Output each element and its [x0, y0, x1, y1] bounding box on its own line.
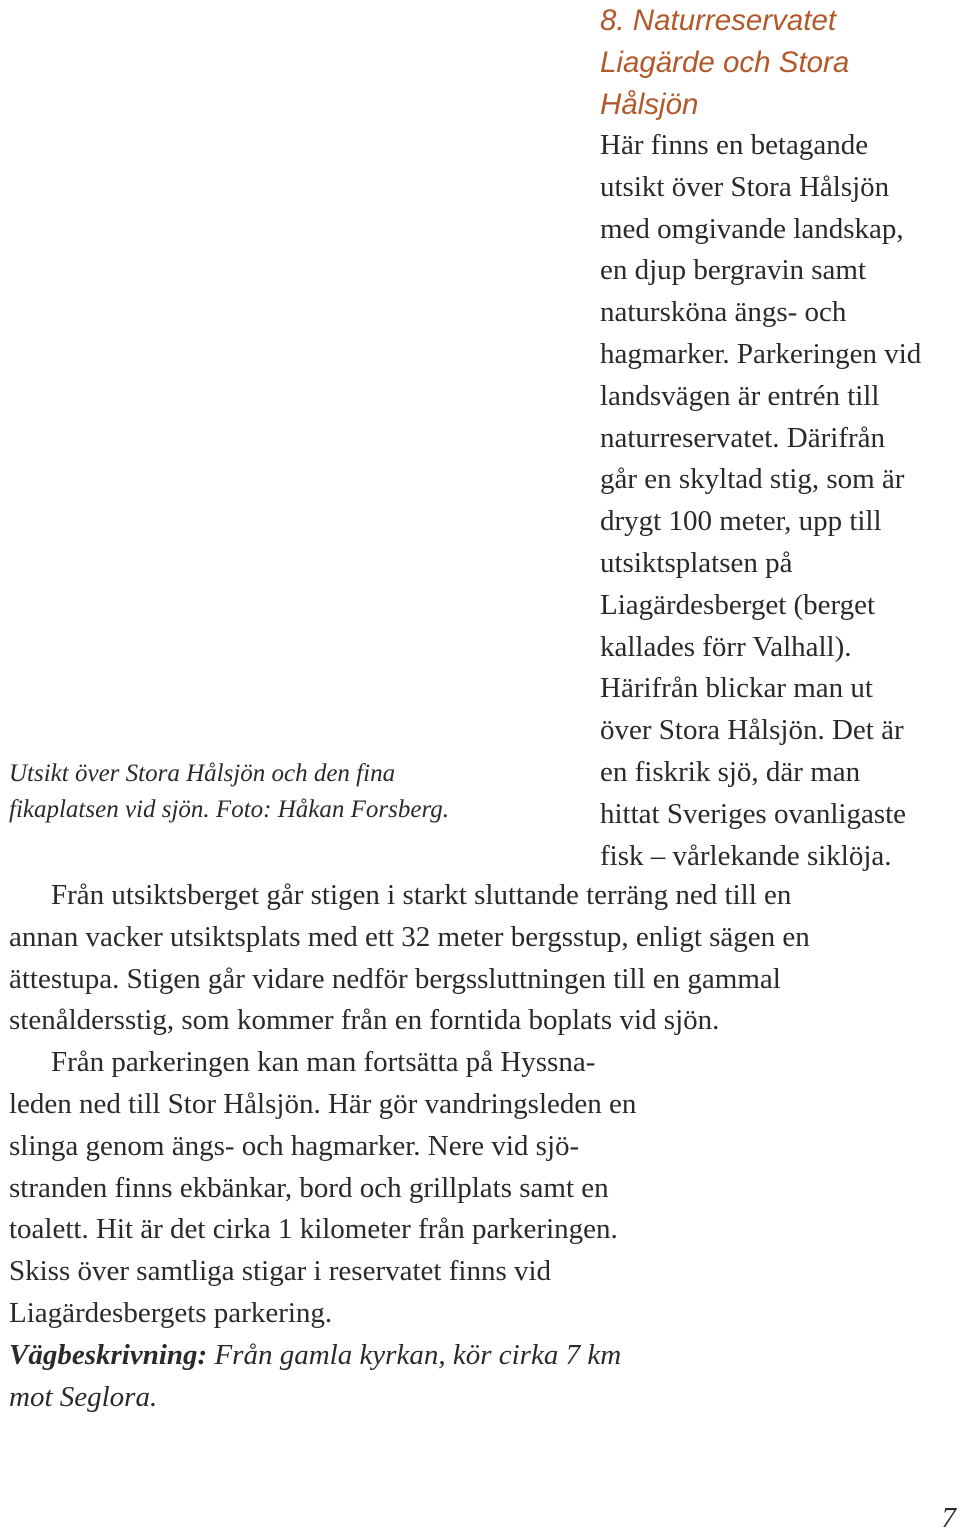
text-line: Skiss över samtliga stigar i reservatet finns vid — [9, 1255, 552, 1288]
text-line: stenåldersstig, som kommer från en forntida boplats vid sjön. — [9, 1004, 720, 1037]
text-line: Från utsiktsberget går stigen i starkt sluttande terräng ned till en — [51, 879, 792, 911]
text-line: drygt 100 meter, upp till — [600, 505, 882, 538]
heading-line: Liagärde och Stora — [600, 46, 850, 79]
text-line: annan vacker utsiktsplats med ett 32 meter bergsstup, enligt sägen en — [9, 920, 810, 953]
page-number: 7 — [941, 1502, 956, 1534]
text-line: en djup bergravin samt — [600, 254, 867, 287]
photo-caption — [9, 756, 569, 828]
intro-paragraph — [600, 125, 960, 877]
text-line: utsiktsplatsen på — [600, 546, 793, 579]
text-line: hagmarker. Parkeringen vid — [600, 337, 922, 370]
text-line: med omgivande landskap, — [600, 212, 904, 245]
heading-line: 8. Naturreservatet — [600, 4, 837, 37]
text-line: stranden finns ekbänkar, bord och grillplats samt en — [9, 1171, 609, 1204]
text-line: en fiskrik sjö, där man — [600, 755, 861, 788]
text-line: Från parkeringen kan man fortsätta på Hyssna- — [51, 1046, 596, 1079]
directions-line — [9, 1335, 909, 1377]
text-line: Liagärdesberget (berget — [600, 588, 876, 621]
text-line: ättestupa. Stigen går vidare nedför bergssluttningen till en gammal — [9, 962, 781, 995]
heading-line: Hålsjön — [600, 88, 699, 121]
directions-line-2: mot Seglora. — [9, 1380, 158, 1413]
text-line: hittat Sveriges ovanligaste — [600, 797, 907, 830]
text-line: toalett. Hit är det cirka 1 kilometer från parkeringen. — [9, 1213, 618, 1246]
text-line: leden ned till Stor Hålsjön. Här gör vandringsleden en — [9, 1087, 637, 1120]
text-line: landsvägen är entrén till — [600, 379, 880, 412]
caption-line: fikaplatsen vid sjön. Foto: Håkan Forsberg. — [9, 796, 449, 823]
text-line: Härifrån blickar man ut — [600, 672, 873, 705]
directions-text: Från gamla kyrkan, kör cirka 7 km — [207, 1338, 622, 1371]
text-line: kallades förr Valhall). — [600, 630, 852, 663]
caption-line: Utsikt över Stora Hålsjön och den fina — [9, 760, 396, 787]
text-line: fisk – vårlekande siklöja. — [600, 839, 892, 872]
text-line: går en skyltad stig, som är — [600, 463, 905, 496]
text-line: utsikt över Stora Hålsjön — [600, 170, 890, 203]
directions-label: Vägbeskrivning: — [9, 1338, 208, 1371]
text-line: slinga genom ängs- och hagmarker. Nere vid sjö- — [9, 1129, 580, 1162]
text-line: natursköna ängs- och — [600, 296, 847, 329]
body-text — [9, 875, 909, 1418]
text-line: Liagärdesbergets parkering. — [9, 1296, 333, 1329]
text-line: naturreservatet. Därifrån — [600, 421, 886, 454]
section-heading — [600, 0, 952, 126]
text-line: över Stora Hålsjön. Det är — [600, 714, 904, 747]
text-line: Här finns en betagande — [600, 129, 869, 161]
